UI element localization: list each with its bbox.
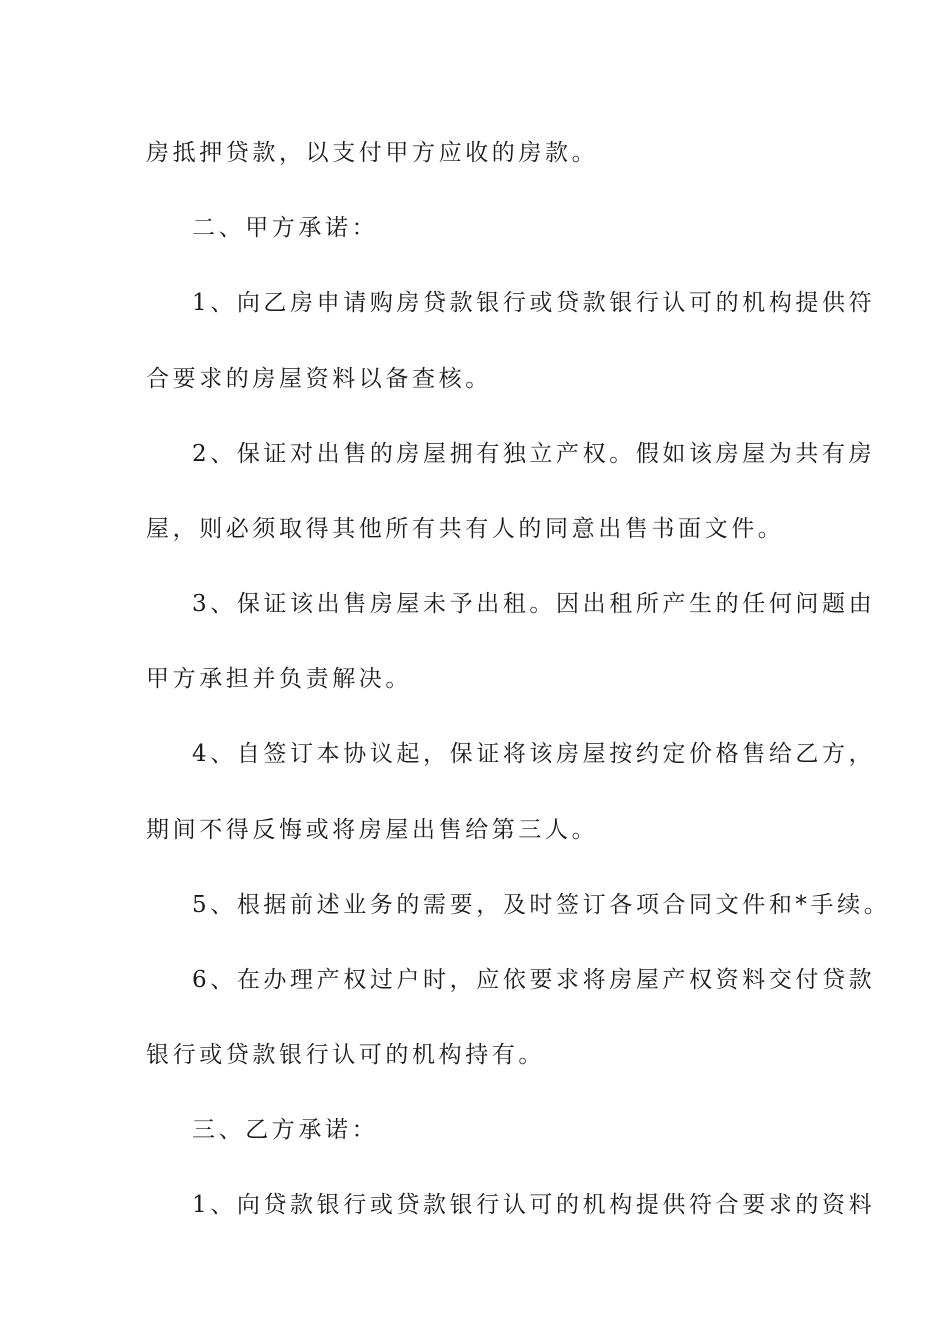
paragraph-line: 房抵押贷款，以支付甲方应收的房款。: [146, 140, 599, 166]
paragraph-line: 合要求的房屋资料以备查核。: [146, 366, 492, 392]
paragraph-line: 1、向乙房申请购房贷款银行或贷款银行认可的机构提供符: [192, 290, 876, 316]
paragraph-line: 银行或贷款银行认可的机构持有。: [146, 1042, 545, 1068]
paragraph-line: 2、保证对出售的房屋拥有独立产权。假如该房屋为共有房: [192, 441, 876, 467]
paragraph-line: 6、在办理产权过户时，应依要求将房屋产权资料交付贷款: [192, 967, 876, 993]
paragraph-line: 期间不得反悔或将房屋出售给第三人。: [146, 817, 599, 843]
paragraph-line: 5、根据前述业务的需要，及时签订各项合同文件和*手续。: [192, 892, 891, 918]
section-heading: 二、甲方承诺：: [192, 215, 379, 241]
paragraph-line: 屋，则必须取得其他所有共有人的同意出售书面文件。: [146, 516, 785, 542]
paragraph-line: 1、向贷款银行或贷款银行认可的机构提供符合要求的资料: [192, 1192, 876, 1218]
paragraph-line: 4、自签订本协议起，保证将该房屋按约定价格售给乙方，: [192, 741, 876, 767]
paragraph-line: 甲方承担并负责解决。: [146, 666, 412, 692]
paragraph-line: 3、保证该出售房屋未予出租。因出租所产生的任何问题由: [192, 591, 876, 617]
section-heading: 三、乙方承诺：: [192, 1117, 379, 1143]
